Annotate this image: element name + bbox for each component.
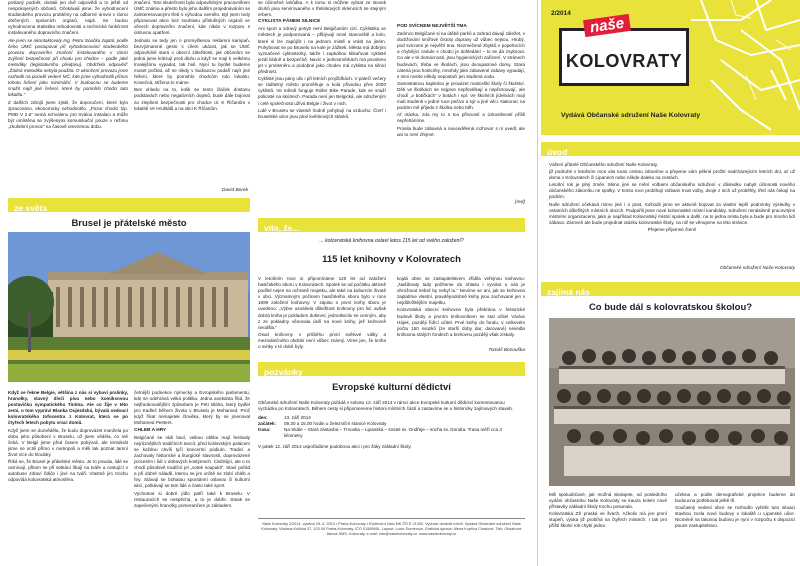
paragraph: Prosila bude zábavná a neucedělená rozhovor s ní uvedl, ale ani to není zřejmé. <box>397 125 525 137</box>
row-key: den: <box>258 415 268 421</box>
paragraph: Bez ohledu na to, kolik se tento čláček dostanu podstavách nebo negativních dopisů, bude dále bojovat za zlepšení bezpečnosti pro chodce ul. K Říčanům v lokalitě Ve Hruštálů a na ulici K Říčanům. <box>134 87 250 111</box>
paragraph: Vychutnat si dobré jídlo patří také k Bruselu. V restauracích se nespěchá, a to je dobře. Steak se zapečenými hranolky pomerančem je základem. <box>134 490 250 508</box>
section-band-zajima-nas <box>541 282 800 296</box>
paragraph: se účinněné lahůdka. A k tomu si můžete vybrat ze stovek druhů piva servírovaného v třetinkových sklenicích se stejným erbem. <box>258 0 386 18</box>
paragraph: značení. Toto skutečnost byla odpovědným pracovníkem ÚMČ známa a přesto bylo jeho dalším projednáváním se zainteresovanými třetí s výhodou nemělo. Byl jsem tedy připravovat akce bez souhlasu příslušných orgánů ve věcech dopravního značení, kde nikdo v rozporu s úmluvou opatření. <box>134 0 250 36</box>
tagline: Vydává Občanské sdružení Naše Kolovraty <box>561 112 701 119</box>
section-label: pozvánky <box>264 367 303 377</box>
col1-top-text <box>8 0 128 190</box>
paragraph: Kolovratská obecní knihovna byla přebrána v historické budově školy a prvním knihovníkem se stal učitel Václav Hájek, později řídící učitel. Prvé knihy do fondu, v celkovém počtu 150 svazků (ze starší doby dar, darované) nevedla knihovna stálých fondech a knihovnu později však získaly. <box>397 307 525 337</box>
col1-signature: David Borek <box>221 188 248 193</box>
page-divider <box>537 0 538 566</box>
masthead <box>541 0 800 135</box>
school-text-left <box>549 492 667 566</box>
paragraph: kojdá obec se zastupitelstvem zřídila veřejnou knihovnu: „Našíbnaty tady počíteme do ohlasu i vyvolat u nás je ohrožovat neboť by nebyl tu.“ Nevíme se ani, jak se knihovna zaplatíme vlastní, pravděpodobně knihy jsou zachované jen v nejdůležitějším majetku. <box>397 276 525 306</box>
paragraph: Jednalo se tedy jen o promyšlenou reklamní kampaň, bezvýznamné gesto s cílem ukázat, jak se ÚMČ odpovědně stará o obecní záležitosti, jak občanům se jedná jsme kritizují proti dluhu a když se mají k velkému trvalejšímu vypadat, tak hnil. Nyní tu bydlet budeme muset počkat, až se nikdy v budoucnu podaří najít jiné řešení, které by pomohlo chodcům tuto lokalitu. Konečná, stížena to máme. <box>134 37 250 86</box>
paragraph: Ale jsem se nkontaktovaly Ing. Petru Součku zaptal, podle čeho ÚMČ postupoval při vyhodnocování studieobého provozu dopravního značení instalovaného v rámci zvýšení bezpečnosti při chodu pro chodce – podle jaké metodiky (legislativního předpisu). Obdržela odpověď: „Žádná metodika nebyla použita. O ukončení provozu jsme rozhodli na poradě vedení MČ, kde jsme vyhodnotili přínos tohoto řešení jako minimální. V budoucnu se budeme snažit najít jiné řešení, které by pomohlo chodci tuto lokalitu.“ <box>8 37 128 98</box>
section-label: ze světa <box>14 203 48 213</box>
paragraph: učebna a podle demografické projekce budeme do budoucna potřebovat ještě tři. <box>675 492 795 504</box>
paragraph: V letošním roce si připomínáme 120 let od založení hasičského sboru v Kolovratech. Spolek se od počátku aktivně podílel nejen na ochraně majetku, ale také na kulturním životě v obci. Významným počinem hasičského sboru bylo v roce 1899 založení knihovny. V zápisu o první knihy sboru je uvedeno: „Výbor usnášela důležitost knihovny pro lid, avšak dobrá kniha je pokladem duševní, jednotlivcův se cenným, aby z ze pokladny věnovala úsilí na nové knihy, jež knihovně neodšla.“ <box>258 276 386 330</box>
section-band-vite-ze <box>258 218 525 232</box>
paragraph: Ani sport a zdravý pohyb není Belgičanům cizí. Cyklistika ve městech je podporovaná – přibývají nové stanoviště a kolo, které si lze zapůjčit i na jednom místě a vrátit na jiném. Pohybovat se po Bruselu na kole je zážitek. Města má dobrým vyznačené cyklostezky, takže i zapkdítou klikařovat cyklisté jezdí klidně a bezpečně. Navíc v jednosměrkách má povoleno jet v protisměru a podobné jako chodec má cyklista na silnici přednost. <box>258 26 386 75</box>
invitation-text <box>258 400 525 450</box>
section-label: zajímá nás <box>547 287 590 297</box>
library-intro: ... kolovratská knihovna oslaví letos 115 let od svého založení? <box>319 238 464 244</box>
brand-small: naše <box>583 14 631 37</box>
brusel-headline: Brusel je přátelské město <box>71 218 187 229</box>
paragraph: Belgičané se rádi baví, velkou oblibu mají festivaly nejrůznějších tradičních tanců, před královským palácem se každou chvíli tyčí koncertní pódium. Tradicí a zachovaly historické a liturgické slavnosti, doprovázené procesím i lidí v dobových kostýmech. Cisiřelijci, ale o to chodí působivě tradiční jel „votek soupukli“. Slaví pořád a při dobré náladě, kterou se jim určitě se zlobí chléb a hry. Stávají se bohatou spontánní oslavou či kulturní akcí, potkávají se tam lidé a často také sport. <box>134 434 250 489</box>
brand-big: KOLOVRATY <box>565 51 683 71</box>
school-text-right <box>675 492 795 566</box>
section-label: úvod <box>547 147 568 157</box>
intro-signature: Občanské sdružení Naše Kolovraty <box>719 266 795 271</box>
paragraph: Občanské sdružení Naše Kolovraty pořádá v sobotu 13. září 2014 v rámci akce Evropské kulturní dědictví komentovanou vycházku po Kolovratech. Během cesty si připomeneme historii místních částí a zastavíme se u historicky zajímavých staveb. <box>258 400 514 412</box>
paragraph: Když jsem se dozvěděla, že budu doprovázet manžela po dobu jeho působení v Bruselu, už jsem věděla, co mě čeká. V Belgii jsme před časem pobývali, ale tentokrát jsme se octili přímo v metropoli a měli tak poznat tamní život více do hloubky. <box>8 427 128 457</box>
paragraph: Letošní rok je plný změn. Mimo jiné se mění volbami občanského sdružení v důsledku nabytí účinnosti nového občanského zákoníku ne spolky. V tomto roce probíhají volbami trvat volby, dvoje z nich už proběhly, třetí nás čekají na podzim. <box>549 182 795 200</box>
paragraph: Samostatnou kapitolou je provázet maticeškí školy či školství. Děti ve školkách se nejprve nepřevlékají a nepřezouvají, ale chodí „v botičkách“ v botách i spí. Ve školních jídelnách mají malí studenti v jedné ruce pečivo a sýr a jiné věci. Nakonec na podzim mě přijede z školka nebo běh. <box>397 80 525 111</box>
paragraph: Cyklisté jsou pány ulic i při letních projížďkách. V pátečí večery se ráditelný město proměňuje a kola přivedou přes 2000 cyklistů. Ve městě funguje Roller Bike Parade, kde se snaží policisté na skútrech. Parada není jen Belgická, ale sdruženým i celé společnosti užívá Belgie i život v nich. <box>258 76 386 106</box>
paragraph: Ať otázka, zda my to s tou přísností a úzkostlivostí příliš nepřeháníme. <box>397 112 525 124</box>
paragraph: Naše sdružení očekává mimo jiné i o post, rozhodli jsme se aktivně bojovat za vlastní lepší podmínky výsledky v ostatních důležitých místních obcích. Podpořili jsme nové kolovratské místní kandidáty. Sdružení nenásilnně pracovitými místními organizacemi, jako je například Kolovratský místní spolek a další, na to jedna místa byla a bude pro mnoho lidí zábava. Zároveň ale bude projednat otázku kolovratské školy, na niž se věnujeme na této stránce. <box>549 201 795 225</box>
row-key: začátek: <box>258 421 277 427</box>
subheading-chleb-a-hry: CHLEB A HRY <box>134 427 167 433</box>
paragraph: Mili spoluobčané, jak možná sledujete, od posledního vydání občasníku Naše Kolovraty se kauza kolem nové přístavby základní školy trochu posunula. <box>549 492 667 510</box>
row-key: trasa: <box>258 427 271 433</box>
paragraph: Osud knihovny v průběhu první světové války a meziválečného období není vůbec známý. Víme jen, že kniha o svitky v té době byly. <box>258 331 386 350</box>
paragraph: Vážení přátelé Občanského sdružení Naše Kolovraty, <box>549 162 658 167</box>
invitation-headline: Evropské kulturní dědictví <box>332 382 451 393</box>
paragraph: Z dalších zdrojů jsem zjistil, že doporučení, které bylo zpracováno, ekonomicky nehodnotilo. „Pozor chodci tzp. PMD V 2.6“ nemá schválenu pro trvalou instalaci a může být umístěna se zvýšenými komunikační pouze v režimu „zkušební provoz“ na časově omezenou dobu. <box>8 99 128 129</box>
column-2 <box>134 0 250 190</box>
intro-text <box>549 162 795 274</box>
paragraph: již podruhé v letošním roce vás touto cestou zdravíme a přejeme vám pěkné prožití nadcházejícím letních dní, ať už doma v Kolovratech či Lipanech nebo někde daleko na cestách. <box>549 169 795 181</box>
col4-signature: (red) <box>514 200 525 205</box>
paragraph: Současný vedení obce se rozhodlo vyřešit tuto situaci stavbou zcela nové budovy v lokalitě u Lipanské ulice. Nicméně na takovou budovu je nyní v rozpočtu k dispozici pouze zastupitelstvo. <box>675 505 795 529</box>
library-col-left <box>258 276 386 356</box>
section-band-ze-svete <box>8 198 250 212</box>
section-band-uvod <box>541 142 800 156</box>
paragraph: Lidé v Bruselu se vlastně hodně pohybují na vzduchu: Čtvrť i bruselské ulice jsou plné květinových stánků. <box>258 107 386 119</box>
invitation-row <box>258 427 525 439</box>
paragraph: četnější podnekce nýmecký a Evropského parlamentu, kde se odehrává velká politika. Jedna anekdota říká, že nejfrankovatějším způsobem je Petr Bláha, který bydlel pro Kadleč během života v Bruselu je Mohamed. Proč když říkat nemajetek člověka, který by se jmenoval Mohamed Peeters. <box>134 390 250 426</box>
row-value: Na Skále – Stará zástavba – Trnovka – Lipanská – kostel sv. Ondřeje – socha sv. Donáta. Trasa měří cca 3 kilometry. <box>284 427 502 439</box>
col1-bottom-text <box>8 390 128 566</box>
paragraph: Říká se, že Brusel je přátelské město. Je to pravda, lidé se usmívají, přitom se při setkání líbají na tváře a cestující v autobuse zdraví řidiče i jiné na tváři. Vlastně jim trochu odpovídá kolovratská atmosféra. <box>8 459 128 483</box>
impressum: Naše Kolovraty 2/2014, vydáno 29. 6. 2014 • Praha-Kolovraty • Evidenční číslo MK ČR E 21392. Vychází dvakrát ročně. Vydává Občanské sdružení Naše Kolovraty, Václava Kulíška 37, 103 00 Praha-Kolovraty, IČO 01589661. Layout: Lucie Dominová. Grafická úprava: Alena Kopřiva Chadová. Tisk: Obsahové listová SMS, Kolovraty, e-mail: info@nasekolovraty.cz, www.nasekolovraty.cz <box>258 518 525 538</box>
section-band-pozvanky <box>258 362 525 376</box>
row-value: 09.30 a 15.00 hodin u železniční stanice Kolovraty <box>284 421 387 427</box>
issue-number: 2/2014 <box>551 10 571 17</box>
school-headline: Co bude dál s kolovratskou školou? <box>588 302 753 313</box>
col2-bottom-text <box>134 390 250 566</box>
brand-logo <box>559 14 689 86</box>
row-value: 13. září 2014 <box>284 415 311 421</box>
paragraph: V pátek 12. září 2014 uspořádáme podobnou akci i pro žáky základní školy. <box>258 443 412 449</box>
library-col-right <box>397 276 525 356</box>
subheading-pod-svicnem: POD SVÍCNEM NEJVĚTŠÍ TMA <box>397 24 467 29</box>
paragraph: Přejeme příjemné čtení! <box>647 226 697 232</box>
section-label: víte, že... <box>264 223 300 233</box>
right-page <box>541 0 800 566</box>
subheading-cyklista: CYKLISTA PÁNEM SILNICE <box>258 19 321 25</box>
library-headline: 115 let knihovny v Kolovratech <box>322 254 461 265</box>
column-3 <box>258 0 386 210</box>
paragraph: Zatímco Belgičané si na útěbě parků a zahrad dávají záležet, v dodržování smířové čistoty dopravy už vůbec nejsou. Hrubý, pod svícnem je nejvěřtí tma. Nezmečené zbytků v popelnicích a chybějící cedule s chodci je dohledání – to se dá zvyknout. Co ale v té domácnosti, jsou hygienických zařízení. V stránech budovách, třeba ve školách, jsou dvoupatrové domy. Stará cáteriá jsou hostcirky, mnohdy jako zabavené zabavy vypadají, s nimi nosíte někdy nepostačí jen studená voda. <box>397 31 525 79</box>
library-signature: Tomáš Bezouška <box>488 348 525 353</box>
paragraph: poslaný podnět, dostali jen dvě odpovědi a to ještě od nespokojených občanů. Očekávali jsme, že vyhodnocení studieobého provozu problémy na odborné úrovni v rámci dotčených správních orgánů, najdi. Se budou vyhodnocena statistika nehodovosti a technická funkčnost instalovaného dopravního značení. <box>8 0 128 36</box>
brussels-palace-photo <box>8 232 250 382</box>
paragraph: Kolovratská ZŠ praská ve švech. Ačkoliv má jen první stupeň, výuka již probíhá na čtyřech místech. I tak pro příští školní rok chybí jedna <box>549 511 667 529</box>
paragraph: Když se řekne Belgie, většina z nás si vybaví pralinky, hranolky, slavný dívčí piva nebo komiksovou postavičku sympatického Tintina. Ale co žije v této zemi, o tom vypráví Blanka Oujezdská, bývalá sedoucí kolovratského tofocentra z Kolovrat, která se po čtyřech letech pobytu vrací domů. <box>8 390 128 426</box>
school-class-photo <box>549 318 795 486</box>
school-class-illustration <box>549 318 795 486</box>
brussels-palace-illustration <box>8 232 250 382</box>
column-4 <box>397 0 525 210</box>
